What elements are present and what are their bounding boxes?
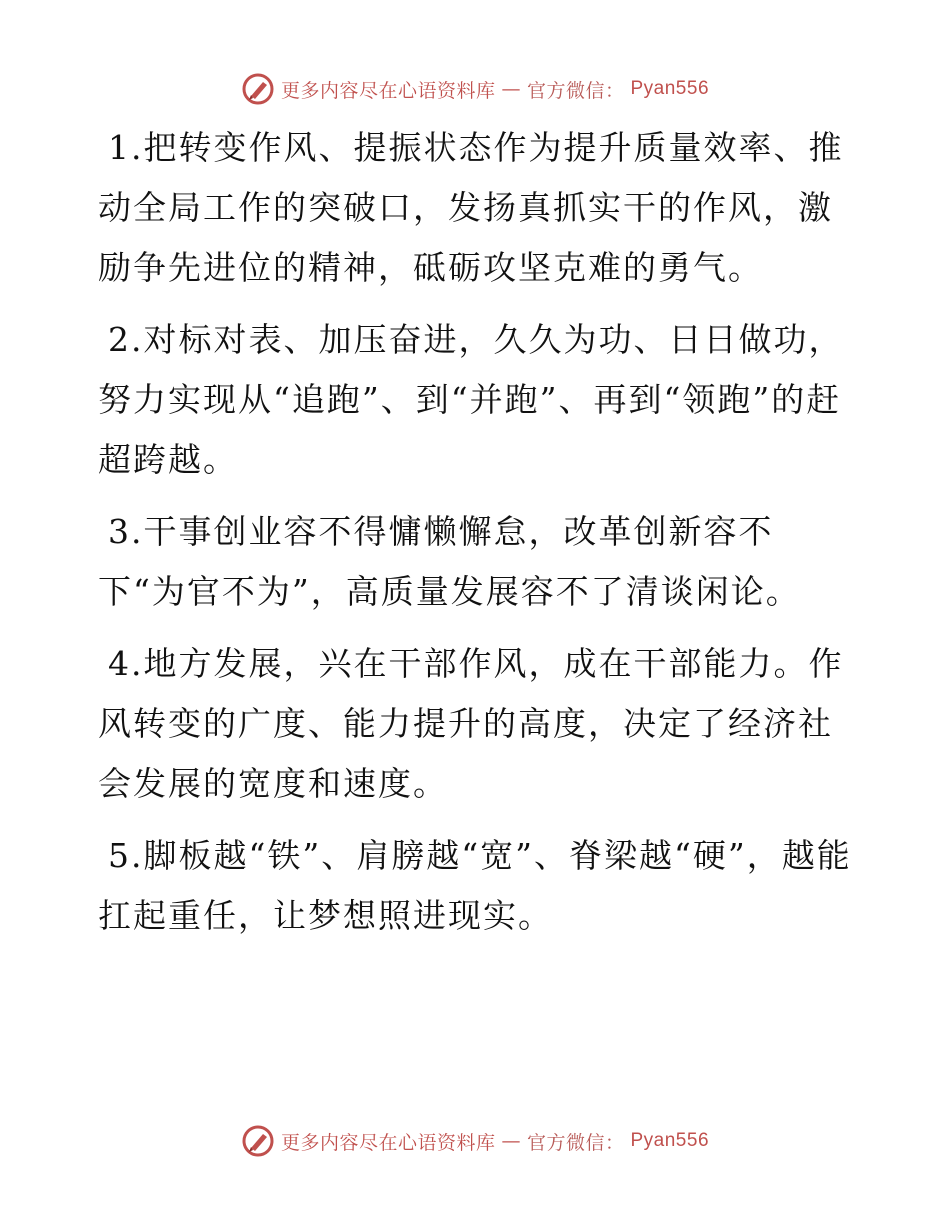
document-body	[98, 118, 858, 958]
paragraph-3	[98, 502, 858, 622]
header-dash: —	[501, 78, 521, 100]
paragraph-text: 把转变作风、提振状态作为提升质量效率、推动全局工作的突破口，发扬真抓实干的作风，激励争先进位的精神，砥砺攻坚克难的勇气。	[98, 128, 844, 287]
paragraph-number: 5.	[108, 836, 144, 875]
footer-dash: —	[501, 1130, 521, 1152]
paragraph-text: 地方发展，兴在干部作风，成在干部能力。作风转变的广度、能力提升的高度，决定了经济社会发展的宽度和速度。	[98, 644, 844, 803]
footer-official-text: 官方微信：	[526, 1131, 625, 1154]
paragraph-number: 2.	[108, 320, 144, 359]
paragraph-1	[98, 118, 858, 298]
header-official-text: 官方微信：	[526, 79, 625, 102]
paragraph-number: 4.	[108, 644, 144, 683]
footer-wechat-id: Pyan556	[630, 1130, 710, 1151]
header-wechat-id: Pyan556	[630, 78, 710, 99]
paragraph-number: 1.	[108, 128, 144, 167]
paragraph-4	[98, 634, 858, 814]
pen-logo-icon	[241, 1124, 275, 1158]
footer-watermark	[0, 1124, 950, 1158]
footer-site-text: 更多内容尽在心语资料库	[280, 1131, 496, 1154]
paragraph-text: 干事创业容不得慵懒懈怠，改革创新容不下“为官不为”，高质量发展容不了清谈闲论。	[98, 512, 801, 611]
paragraph-2	[98, 310, 858, 490]
header-watermark	[0, 72, 950, 106]
paragraph-5	[98, 826, 858, 946]
paragraph-number: 3.	[108, 512, 144, 551]
header-site-text: 更多内容尽在心语资料库	[280, 79, 496, 102]
paragraph-text: 脚板越“铁”、肩膀越“宽”、脊梁越“硬”，越能扛起重任，让梦想照进现实。	[98, 836, 852, 935]
pen-logo-icon	[241, 72, 275, 106]
paragraph-text: 对标对表、加压奋进，久久为功、日日做功，努力实现从“追跑”、到“并跑”、再到“领跑”的赶超跨越。	[98, 320, 844, 479]
